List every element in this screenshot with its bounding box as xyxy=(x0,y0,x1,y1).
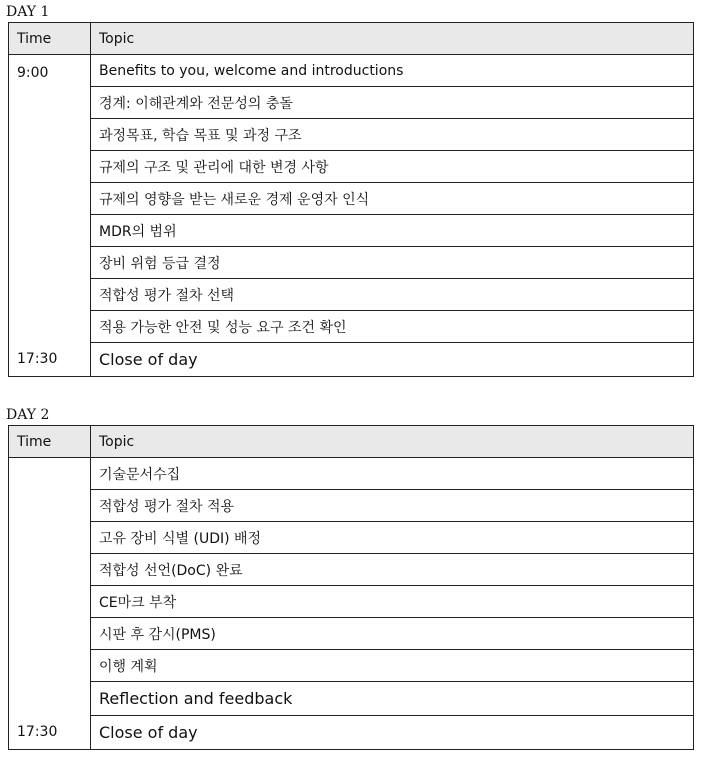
day1-schedule-table xyxy=(8,22,694,377)
table-row xyxy=(9,119,694,151)
table-row xyxy=(9,586,694,618)
topic-cell: 이행 계획 xyxy=(91,650,694,682)
topic-cell: 적합성 평가 절차 적용 xyxy=(91,490,694,522)
table-row xyxy=(9,247,694,279)
close-of-day: Close of day xyxy=(91,343,694,377)
topic-cell: 시판 후 감시(PMS) xyxy=(91,618,694,650)
day1-title: DAY 1 xyxy=(6,4,50,20)
table-row xyxy=(9,650,694,682)
table-row xyxy=(9,490,694,522)
topic-cell: 기술문서수집 xyxy=(91,458,694,490)
topic-cell: 적합성 선언(DoC) 완료 xyxy=(91,554,694,586)
topic-cell: Benefits to you, welcome and introductions xyxy=(91,55,694,87)
table-row xyxy=(9,311,694,343)
start-time-empty xyxy=(9,458,91,716)
table-row xyxy=(9,343,694,377)
table-row xyxy=(9,55,694,87)
close-of-day: Close of day xyxy=(91,716,694,750)
time-header: Time xyxy=(9,23,91,55)
end-time: 17:30 xyxy=(9,716,91,750)
day2-schedule-table xyxy=(8,425,694,750)
topic-cell: 규제의 구조 및 관리에 대한 변경 사항 xyxy=(91,151,694,183)
table-header-row xyxy=(9,426,694,458)
table-row xyxy=(9,682,694,716)
topic-cell: 규제의 영향을 받는 새로운 경제 운영자 인식 xyxy=(91,183,694,215)
table-row xyxy=(9,279,694,311)
start-time: 9:00 xyxy=(9,55,91,343)
topic-header: Topic xyxy=(91,23,694,55)
table-row xyxy=(9,215,694,247)
table-row xyxy=(9,618,694,650)
topic-cell: CE마크 부착 xyxy=(91,586,694,618)
table-header-row xyxy=(9,23,694,55)
topic-cell: MDR의 범위 xyxy=(91,215,694,247)
table-row xyxy=(9,151,694,183)
end-time: 17:30 xyxy=(9,343,91,377)
topic-cell: 적용 가능한 안전 및 성능 요구 조건 확인 xyxy=(91,311,694,343)
time-header: Time xyxy=(9,426,91,458)
reflection-topic: Reflection and feedback xyxy=(91,682,694,716)
topic-cell: 적합성 평가 절차 선택 xyxy=(91,279,694,311)
table-row xyxy=(9,716,694,750)
table-row xyxy=(9,522,694,554)
topic-cell: 고유 장비 식별 (UDI) 배정 xyxy=(91,522,694,554)
table-row xyxy=(9,458,694,490)
topic-cell: 장비 위험 등급 결정 xyxy=(91,247,694,279)
day2-title: DAY 2 xyxy=(6,407,50,423)
topic-header: Topic xyxy=(91,426,694,458)
table-row xyxy=(9,554,694,586)
topic-cell: 경계: 이해관계와 전문성의 충돌 xyxy=(91,87,694,119)
topic-cell: 과정목표, 학습 목표 및 과정 구조 xyxy=(91,119,694,151)
table-row xyxy=(9,87,694,119)
table-row xyxy=(9,183,694,215)
